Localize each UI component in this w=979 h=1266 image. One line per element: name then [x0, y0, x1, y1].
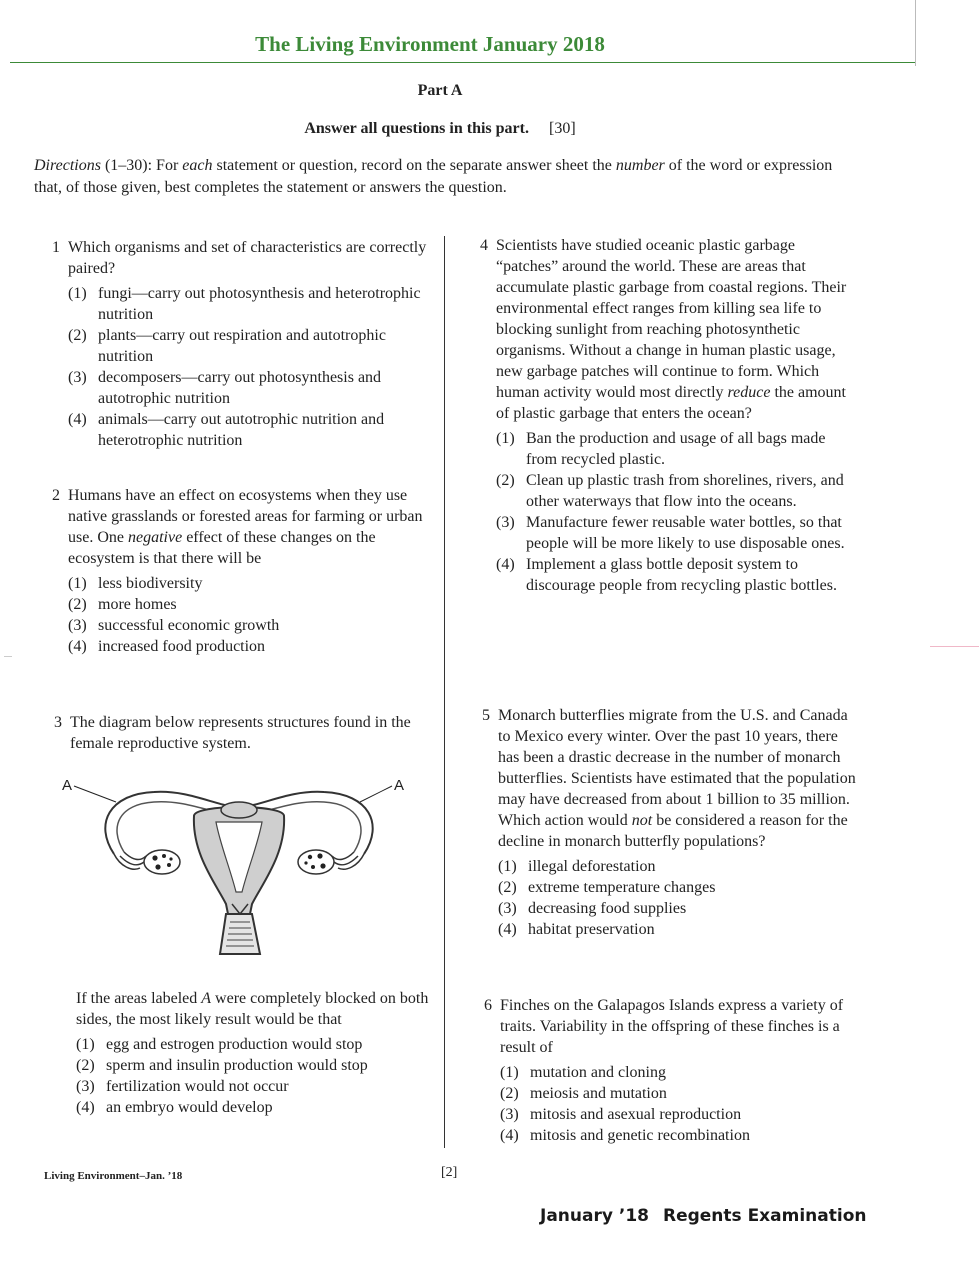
label-line-left: [74, 786, 116, 802]
stem-text: be considered a reason for the decline in monarch butterfly populations?: [498, 812, 848, 850]
option: [498, 919, 860, 940]
option-number: (1): [76, 1036, 95, 1053]
followup-stem: [76, 988, 434, 1030]
option-number: (2): [68, 596, 87, 613]
options-list: [52, 283, 432, 451]
option-number: (3): [68, 617, 87, 634]
option: [500, 1062, 862, 1083]
option-text: plants—carry out respiration and autotrophic nutrition: [98, 327, 386, 365]
option-number: (2): [68, 327, 87, 344]
directions-paragraph: [34, 155, 852, 199]
option-text: decomposers—carry out photosynthesis and autotrophic nutrition: [98, 369, 382, 407]
ovary-right: [298, 850, 334, 874]
option-text: decreasing food supplies: [528, 900, 687, 917]
stem-emphasis: reduce: [727, 384, 771, 401]
option-text: Clean up plastic trash from shorelines, rivers, and other waterways that flow into the oceans.: [526, 472, 844, 510]
directions-label: Directions: [34, 157, 101, 174]
option-text: egg and estrogen production would stop: [106, 1036, 363, 1053]
directions-emphasis: number: [615, 157, 665, 174]
footer-date: January ’18: [540, 1206, 649, 1226]
stem-text: Which organisms and set of characteristics are correctly paired?: [68, 239, 427, 277]
stem-text: Scientists have studied oceanic plastic garbage “patches” around the world. These are areas that accumulate plastic garbage from coastal regions. Their environmental effect ranges from killing sea life to blocking sunlight from reaching photosynthetic organisms. Without a change in human plastic usage, new garbage patches will continue to form. Which human activity would most directly: [496, 237, 847, 401]
column-divider: [444, 236, 445, 1148]
option-text: mutation and cloning: [530, 1064, 666, 1081]
stem-text: Monarch butterflies migrate from the U.S. and Canada to Mexico every winter. Over the past 10 years, there has been a drastic decrease in the number of monarch butterflies. Scientists have estimated that the population may have decreased from about 1 billion to 35 million. Which action would: [498, 707, 856, 829]
uterus-diagram-svg: [54, 764, 424, 974]
follicle: [169, 857, 172, 860]
option-text: mitosis and genetic recombination: [530, 1127, 750, 1144]
question-number: 1: [52, 239, 60, 256]
stem-text: effect of these changes on the ecosystem is that there will be: [68, 529, 376, 567]
option-text: Ban the production and usage of all bags made from recycled plastic.: [526, 430, 826, 468]
directions-text: (1–30): For: [100, 157, 183, 174]
option-text: extreme temperature changes: [528, 879, 716, 896]
question-5: [482, 705, 860, 940]
option-number: (4): [498, 921, 517, 938]
question-stem: [482, 705, 860, 852]
part-instruction: [0, 120, 880, 138]
option-number: (1): [500, 1064, 519, 1081]
option: [76, 1097, 434, 1118]
label-a-right: A: [394, 777, 405, 794]
option: [68, 615, 432, 636]
options-list: [60, 1034, 434, 1118]
option: [500, 1125, 862, 1146]
option: [498, 856, 860, 877]
directions-emphasis: each: [182, 157, 213, 174]
option-text: meiosis and mutation: [530, 1085, 667, 1102]
question-number: 6: [484, 997, 492, 1014]
option-text: fertilization would not occur: [106, 1078, 289, 1095]
option: [68, 409, 432, 451]
follicle: [167, 863, 171, 867]
question-number: 2: [52, 487, 60, 504]
stem-text: were completely blocked on both sides, the most likely result would be that: [76, 990, 429, 1028]
follicle: [155, 864, 160, 869]
fimbriae-left: [114, 852, 146, 869]
page-header-title: The Living Environment January 2018: [255, 32, 605, 56]
option: [498, 898, 860, 919]
option: [496, 554, 858, 596]
question-number: 3: [54, 714, 62, 731]
option: [76, 1055, 434, 1076]
option-number: (2): [498, 879, 517, 896]
option-text: less biodiversity: [98, 575, 203, 592]
reproductive-system-diagram: [54, 764, 424, 974]
option-number: (2): [500, 1085, 519, 1102]
option-text: sperm and insulin production would stop: [106, 1057, 368, 1074]
option-number: (4): [68, 638, 87, 655]
header-rule: [10, 62, 915, 63]
instruction-text: Answer all questions in this part.: [304, 120, 529, 137]
option-text: Manufacture fewer reusable water bottles, so that people will be more likely to use disposable ones.: [526, 514, 845, 552]
options-list: [484, 1062, 862, 1146]
option: [68, 636, 432, 657]
option-number: (4): [76, 1099, 95, 1116]
option: [500, 1104, 862, 1125]
label-a-left: A: [62, 777, 73, 794]
footer-exam-label: Living Environment–Jan. ’18: [44, 1170, 183, 1182]
question-2: [52, 485, 432, 657]
option-number: (1): [68, 285, 87, 302]
ovary-left: [144, 850, 180, 874]
option-text: increased food production: [98, 638, 266, 655]
footer-exam-name: Regents Examination: [662, 1206, 867, 1226]
option-number: (1): [496, 430, 515, 447]
follicle: [317, 853, 322, 858]
stem-emphasis: negative: [127, 529, 183, 546]
question-1: [52, 237, 432, 451]
option-number: (1): [498, 858, 517, 875]
option-number: (3): [498, 900, 517, 917]
option: [76, 1034, 434, 1055]
question-3: [54, 712, 434, 754]
footer-exam-title: [540, 1206, 866, 1226]
option-text: illegal deforestation: [528, 858, 656, 875]
question-number: 4: [480, 237, 488, 254]
points-label: [30]: [548, 120, 576, 137]
follicle: [308, 855, 312, 859]
option-number: (4): [68, 411, 87, 428]
options-list: [480, 428, 858, 596]
option-text: successful economic growth: [98, 617, 280, 634]
option-text: habitat preservation: [528, 921, 655, 938]
option: [68, 367, 432, 409]
page-edge-line: [915, 0, 916, 66]
stem-emphasis: not: [631, 812, 653, 829]
option-number: (4): [496, 556, 515, 573]
stem-text: If the areas labeled: [76, 990, 202, 1007]
option-text: fungi—carry out photosynthesis and heterotrophic nutrition: [98, 285, 421, 323]
follicle: [320, 863, 325, 868]
question-stem: [54, 712, 434, 754]
question-stem: [484, 995, 862, 1058]
option-number: (2): [76, 1057, 95, 1074]
option: [68, 325, 432, 367]
part-title: Part A: [417, 82, 463, 99]
label-line-right: [360, 786, 392, 802]
option-number: (3): [68, 369, 87, 386]
option-number: (3): [76, 1078, 95, 1095]
stem-text: Finches on the Galapagos Islands express a variety of traits. Variability in the offspring of these finches is a result of: [500, 997, 844, 1056]
option-text: an embryo would develop: [106, 1099, 273, 1116]
option: [68, 594, 432, 615]
stem-text: the amount of plastic garbage that enters the ocean?: [496, 384, 846, 422]
question-6: [484, 995, 862, 1146]
option: [500, 1083, 862, 1104]
option-number: (2): [496, 472, 515, 489]
option-number: (3): [496, 514, 515, 531]
uterine-fundus: [221, 802, 257, 818]
option: [68, 573, 432, 594]
stem-text: Humans have an effect on ecosystems when they use native grasslands or forested areas for farming or urban use. One: [68, 487, 423, 546]
stem-emphasis: A: [201, 990, 212, 1007]
options-list: [482, 856, 860, 940]
options-list: [52, 573, 432, 657]
follicle: [162, 854, 166, 858]
fimbriae-right: [332, 852, 364, 869]
margin-mark-left: [4, 656, 12, 657]
option: [496, 512, 858, 554]
option: [76, 1076, 434, 1097]
follicle: [152, 855, 157, 860]
option: [68, 283, 432, 325]
option: [496, 428, 858, 470]
option: [498, 877, 860, 898]
option-text: more homes: [98, 596, 177, 613]
question-4: [480, 235, 858, 596]
question-stem: [52, 237, 432, 279]
follicle: [304, 861, 307, 864]
option-number: (3): [500, 1106, 519, 1123]
option-number: (4): [500, 1127, 519, 1144]
page-number: [2]: [441, 1165, 458, 1180]
directions-text: statement or question, record on the separate answer sheet the: [212, 157, 616, 174]
option-text: Implement a glass bottle deposit system to discourage people from recycling plastic bottles.: [526, 556, 838, 594]
option: [496, 470, 858, 512]
option-text: animals—carry out autotrophic nutrition and heterotrophic nutrition: [98, 411, 385, 449]
option-number: (1): [68, 575, 87, 592]
question-3-followup: [54, 988, 434, 1118]
stem-text: The diagram below represents structures found in the female reproductive system.: [70, 714, 411, 752]
margin-mark: [930, 646, 979, 647]
follicle: [311, 865, 315, 869]
question-stem: [480, 235, 858, 424]
option-text: mitosis and asexual reproduction: [530, 1106, 742, 1123]
directions-text: of the word or expression that, of those given, best completes the statement or answers the question.: [34, 157, 833, 196]
question-stem: [52, 485, 432, 569]
question-number: 5: [482, 707, 490, 724]
